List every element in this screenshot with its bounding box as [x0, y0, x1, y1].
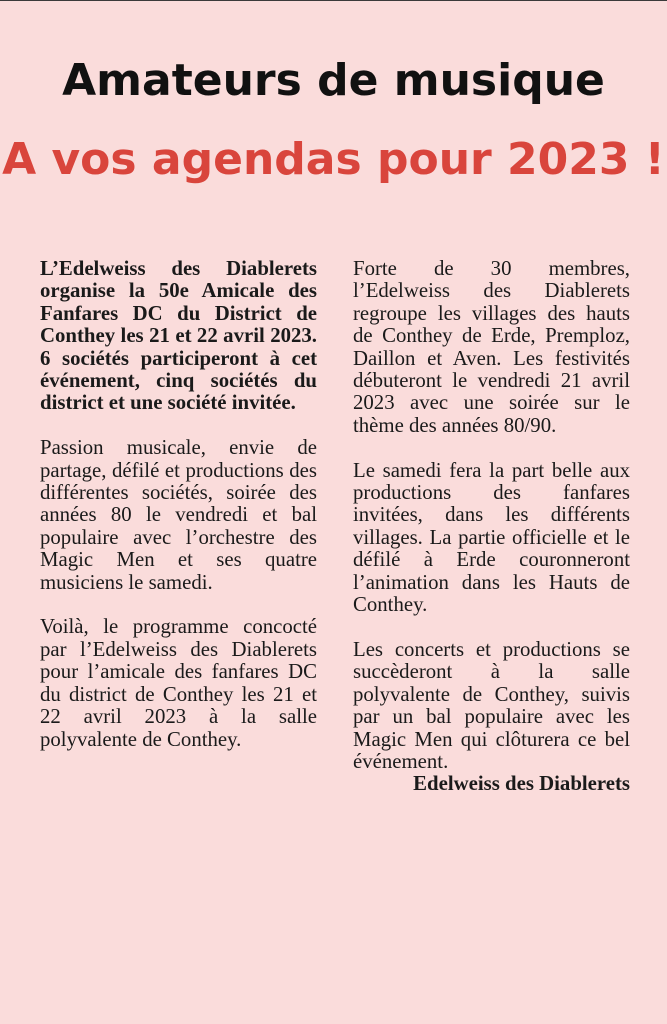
- article-paragraph: Le samedi fera la part belle aux productions des fanfares invitées, dans les différents villages. La partie officielle et le défilé à Erde couronneront l’animation dans les Hauts de Conthey.: [353, 458, 630, 617]
- headline-subtitle: A vos agendas pour 2023 !: [2, 134, 665, 185]
- article-paragraph: Forte de 30 membres, l’Edelweiss des Diablerets regroupe les villages des hauts de Conthey de Erde, Premploz, Daillon et Aven. Les festivités débuteront le vendredi 21 avril 2023 avec une soirée sur le thème des années 80/90.: [353, 257, 630, 437]
- article-paragraph: Passion musicale, envie de partage, défilé et productions des différentes sociétés, soirée des années 80 le vendredi et bal populaire avec l’orchestre des Magic Men et ses quatre musiciens le samedi.: [40, 436, 317, 594]
- article-left-column: [40, 258, 317, 773]
- article-signature: Edelweiss des Diablerets: [413, 772, 630, 796]
- article-right-column: [353, 258, 630, 796]
- article-paragraph: Les concerts et productions se succèderont à la salle polyvalente de Conthey, suivis par un bal populaire avec les Magic Men qui clôturera ce bel événement.: [353, 637, 630, 773]
- article-lead-paragraph: L’Edelweiss des Diablerets organise la 50e Amicale des Fanfares DC du District de Conthey les 21 et 22 avril 2023. 6 sociétés participeront à cet événement, cinq sociétés du district et une société invitée.: [40, 257, 317, 415]
- article-paragraph: Voilà, le programme concocté par l’Edelweiss des Diablerets pour l’amicale des fanfares DC du district de Conthey les 21 et 22 avril 2023 à la salle polyvalente de Conthey.: [40, 615, 317, 751]
- headline-title: Amateurs de musique: [62, 55, 605, 106]
